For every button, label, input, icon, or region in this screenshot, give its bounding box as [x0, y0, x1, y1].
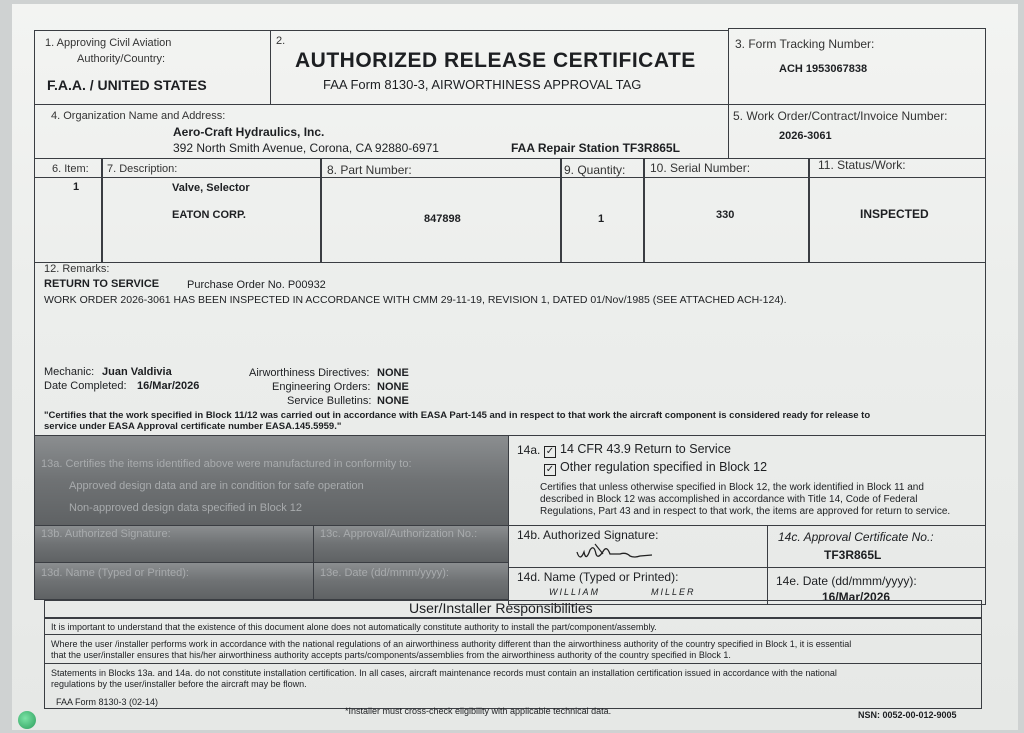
- item-value: 1: [73, 181, 80, 193]
- description-value-2: EATON CORP.: [172, 209, 246, 221]
- remarks-line-1: WORK ORDER 2026-3061 HAS BEEN INSPECTED IN ACCORDANCE WITH CMM 29-11-19, REVISION 1, DATED 01/Nov/1985 (SEE ATTACHED ACH-124).: [44, 294, 787, 306]
- remarks-label: 12. Remarks:: [44, 263, 110, 275]
- block13a-option-1: Approved design data and are in condition for safe operation: [69, 480, 364, 492]
- block1-value: F.A.A. / UNITED STATES: [47, 77, 207, 93]
- divider: [45, 617, 981, 619]
- block2-label: 2.: [276, 35, 286, 47]
- block1-label2: Authority/Country:: [77, 53, 166, 65]
- divider: [45, 663, 981, 664]
- divider: [643, 158, 645, 263]
- block-4: [34, 104, 729, 159]
- block13e-label: 13e. Date (dd/mmm/yyyy):: [320, 567, 449, 579]
- quantity-value: 1: [598, 213, 605, 225]
- block14a-cert-3: Regulations, Part 43 and in respect to that work, the items are approved for return to service.: [540, 506, 951, 517]
- organization-address: 392 North Smith Avenue, Corona, CA 92880-6971: [173, 141, 439, 155]
- date-completed-label: Date Completed:: [44, 380, 127, 392]
- responsibilities-box: [44, 600, 982, 709]
- block-13e: [313, 562, 509, 600]
- block14a-cert-2: described in Block 12 was accomplished in accordance with Title 14, Code of Federal: [540, 494, 918, 505]
- quantity-header: 9. Quantity:: [564, 163, 626, 177]
- date-completed: 16/Mar/2026: [137, 380, 200, 392]
- block13b-label: 13b. Authorized Signature:: [41, 528, 171, 540]
- block13d-label: 13d. Name (Typed or Printed):: [41, 567, 189, 579]
- form-title: AUTHORIZED RELEASE CERTIFICATE: [295, 49, 696, 72]
- eo-value: NONE: [377, 381, 409, 393]
- block13a-option-2: Non-approved design data specified in Block 12: [69, 502, 302, 514]
- mechanic-label: Mechanic:: [44, 366, 95, 378]
- divider: [320, 158, 322, 263]
- block14c-label: 14c. Approval Certificate No.:: [778, 530, 934, 544]
- signer-last-name: MILLER: [651, 587, 696, 597]
- block13c-label: 13c. Approval/Authorization No.:: [320, 528, 478, 540]
- ad-label: Airworthiness Directives:: [249, 367, 370, 379]
- block14b-label: 14b. Authorized Signature:: [517, 528, 659, 542]
- item-header: 6. Item:: [52, 163, 89, 175]
- block1-label: 1. Approving Civil Aviation: [45, 37, 172, 49]
- resp-paragraph-1: It is important to understand that the existence of this document alone does not automatically constitute authority to install the part/component/assembly.: [51, 622, 657, 632]
- option-other-regulation: [544, 460, 767, 476]
- option-14cfr-text: 14 CFR 43.9 Return to Service: [560, 442, 731, 456]
- tracking-number: ACH 1953067838: [779, 63, 868, 75]
- block14e-label: 14e. Date (dd/mmm/yyyy):: [776, 574, 917, 588]
- part-number-header: 8. Part Number:: [327, 163, 412, 177]
- repair-station: FAA Repair Station TF3R865L: [511, 141, 680, 155]
- block-13b: [34, 525, 314, 563]
- form-subtitle: FAA Form 8130-3, AIRWORTHINESS APPROVAL TAG: [323, 77, 642, 92]
- serial-number-header: 10. Serial Number:: [650, 161, 751, 175]
- resp-paragraph-2a: Where the user /installer performs work in accordance with the national regulations of an airworthiness authority different than the airworthiness authority of the country specified in Block 1, it is essential: [51, 639, 852, 649]
- responsibilities-title: User/Installer Responsibilities: [409, 600, 593, 616]
- easa-statement-2: service under EASA Approval certificate number EASA.145.5959.": [44, 421, 342, 432]
- block14e-date: 16/Mar/2026: [822, 590, 891, 604]
- serial-number-value: 330: [716, 209, 735, 221]
- sb-label: Service Bulletins:: [287, 395, 372, 407]
- checkbox-other-regulation[interactable]: ✓: [545, 464, 555, 475]
- block-12-remarks: [34, 262, 986, 436]
- resp-paragraph-3a: Statements in Blocks 13a. and 14a. do not constitute installation certification. In all cases, aircraft maintenance records must contain an installation certification issued in accordance with the national: [51, 668, 837, 678]
- block-13d: [34, 562, 314, 600]
- divider: [45, 634, 981, 635]
- option-14cfr: [544, 442, 731, 458]
- block-14a: [508, 435, 986, 526]
- divider: [808, 158, 810, 263]
- installer-note: *Installer must cross-check eligibility with applicable technical data.: [345, 706, 612, 716]
- signer-first-name: WILLIAM: [549, 587, 601, 597]
- block-3: [728, 28, 986, 105]
- description-header: 7. Description:: [107, 163, 178, 175]
- sb-value: NONE: [377, 395, 409, 407]
- resp-paragraph-3b: regulations by the user/installer before the aircraft may be flown.: [51, 679, 307, 689]
- block14d-label: 14d. Name (Typed or Printed):: [517, 570, 679, 584]
- description-value-1: Valve, Selector: [172, 182, 250, 194]
- checkbox-14cfr[interactable]: ✓: [545, 446, 555, 457]
- block14a-cert-1: Certifies that unless otherwise specified in Block 12, the work identified in Block 11 and: [540, 482, 924, 493]
- work-order-number: 2026-3061: [779, 130, 832, 142]
- block-13a: [34, 435, 509, 526]
- signature-image: [573, 540, 659, 564]
- return-to-service: RETURN TO SERVICE: [44, 278, 160, 290]
- block5-label: 5. Work Order/Contract/Invoice Number:: [733, 109, 948, 123]
- divider: [560, 158, 562, 263]
- push-pin-icon: [18, 711, 36, 729]
- eo-label: Engineering Orders:: [272, 381, 371, 393]
- block14a-label: 14a.: [517, 443, 541, 457]
- organization-name: Aero-Craft Hydraulics, Inc.: [173, 125, 325, 139]
- block-14b: [508, 525, 768, 568]
- nsn-number: NSN: 0052-00-012-9005: [858, 710, 957, 720]
- purchase-order: Purchase Order No. P00932: [187, 279, 326, 291]
- ad-value: NONE: [377, 367, 409, 379]
- block-2: [270, 30, 729, 105]
- divider: [101, 158, 103, 263]
- easa-statement-1: "Certifies that the work specified in Block 11/12 was carried out in accordance with EASA Part-145 and in respect to that work the aircraft component is considered ready for release to: [44, 410, 871, 421]
- block3-label: 3. Form Tracking Number:: [735, 37, 875, 51]
- form-number: FAA Form 8130-3 (02-14): [56, 697, 159, 707]
- status-value: INSPECTED: [860, 207, 929, 221]
- block4-label: 4. Organization Name and Address:: [51, 110, 226, 122]
- resp-paragraph-2b: that the user/installer ensures that his/her airworthiness authority accepts parts/components/assemblies from the airworthiness authority of the country specified in Block 1.: [51, 650, 731, 660]
- block-1: [34, 30, 271, 105]
- status-header: 11. Status/Work:: [818, 158, 906, 172]
- approval-certificate-number: TF3R865L: [824, 548, 882, 562]
- block-5: [728, 104, 986, 159]
- option-other-text: Other regulation specified in Block 12: [560, 460, 768, 474]
- block-13c: [313, 525, 509, 563]
- block13a-label: 13a. Certifies the items identified above were manufactured in conformity to:: [41, 458, 412, 470]
- part-number-value: 847898: [424, 213, 461, 225]
- block-14c: [767, 525, 986, 568]
- mechanic-name: Juan Valdivia: [102, 366, 172, 378]
